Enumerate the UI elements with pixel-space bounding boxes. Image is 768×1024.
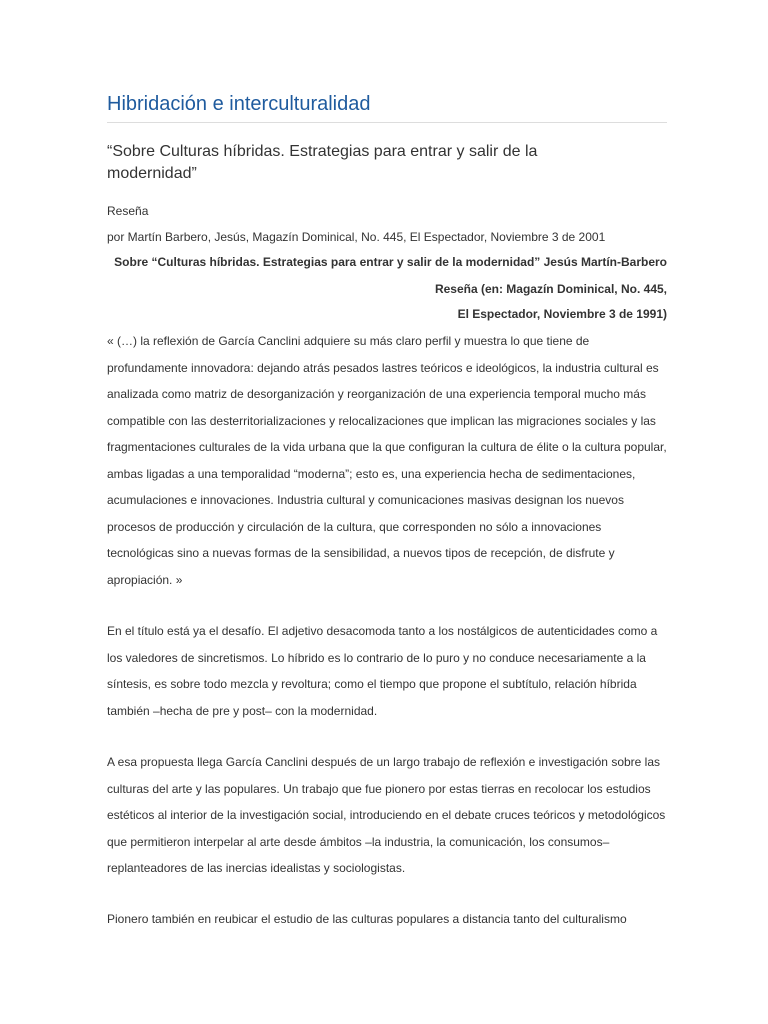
article-byline: por Martín Barbero, Jesús, Magazín Dominical, No. 445, El Espectador, Noviembre 3 de 2001: [107, 230, 606, 244]
body-paragraph: A esa propuesta llega García Canclini después de un largo trabajo de reflexión e investigación sobre las culturas del arte y las populares. Un trabajo que fue pionero por estas tierras en recolocar los estudios estéticos al interior de la investigación social, introduciendo en el debate cruces teóricos y metodológicos que permitieron interpelar al arte desde ámbitos –la industria, la comunicación, los consumos– replanteadores de las inercias idealistas y sociologistas.: [107, 755, 666, 875]
reference-line: Reseña (en: Magazín Dominical, No. 445,: [434, 282, 667, 296]
body-paragraph: « (…) la reflexión de García Canclini adquiere su más claro perfil y muestra lo que tiene de profundamente innovadora: dejando atrás pesados lastres teóricos e ideológicos, la industria cultural es analizada como matriz de desorganización y reorganización de una experiencia temporal mucho más compatible con las desterritorializaciones y relocalizaciones que implican las migraciones sociales y las fragmentaciones culturales de la vida urbana que la que configuran la cultura de élite o la cultura popular, ambas ligadas a una temporalidad “moderna”; esto es, una experiencia hecha de sedimentaciones, acumulaciones e innovaciones. Industria cultural y comunicaciones masivas designan los nuevos procesos de producción y circulación de la cultura, que corresponden no sólo a innovaciones tecnológicas sino a nuevas formas de la sensibilidad, a nuevos tipos de recepción, de disfrute y apropiación. »: [107, 334, 667, 587]
article-heading: “Sobre Culturas híbridas. Estrategias para entrar y salir de la modernidad”: [107, 143, 538, 182]
reference-line: Sobre “Culturas híbridas. Estrategias para entrar y salir de la modernidad” Jesús Martín-Barbero: [114, 255, 667, 269]
reference-line: El Espectador, Noviembre 3 de 1991): [457, 307, 667, 321]
page-title: Hibridación e interculturalidad: [107, 93, 371, 115]
body-paragraph: En el título está ya el desafío. El adjetivo desacomoda tanto a los nostálgicos de autenticidades como a los valedores de sincretismos. Lo híbrido es lo contrario de lo puro y no conduce necesariamente a la síntesis, es sobre todo mezcla y revoltura; como el tiempo que propone el subtítulo, relación híbrida también –hecha de pre y post– con la modernidad.: [107, 624, 658, 718]
body-paragraph: Pionero también en reubicar el estudio de las culturas populares a distancia tanto del culturalismo: [107, 912, 627, 926]
article-kicker: Reseña: [107, 204, 149, 218]
title-divider: [107, 122, 667, 123]
